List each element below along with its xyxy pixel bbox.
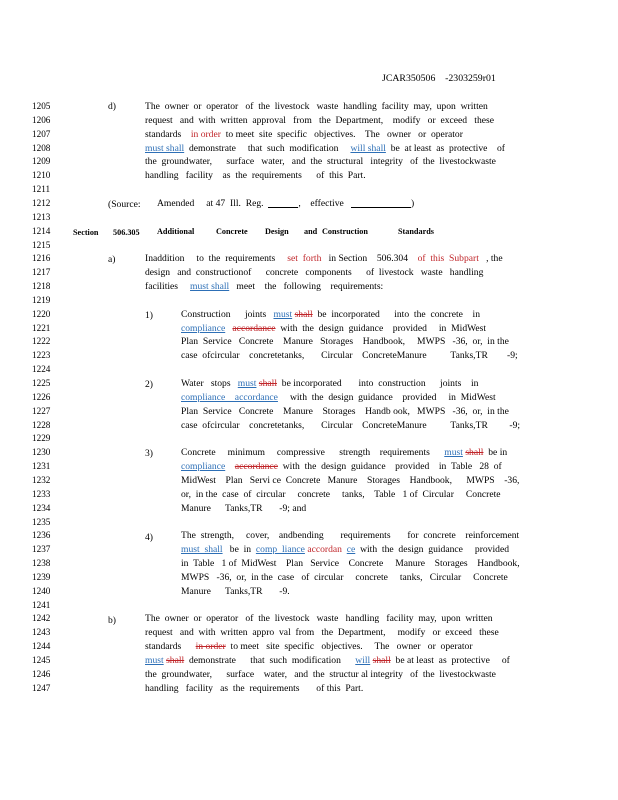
text-run: Concrete minimum compressive strength requirements (181, 447, 445, 459)
label-2: 2) (145, 379, 153, 390)
text-run: be in (222, 544, 256, 556)
text-line (181, 309, 480, 323)
highlighted-text: in order (190, 128, 221, 140)
inserted-text: comp liance (255, 544, 305, 556)
text-run: be at least as protective of (390, 655, 510, 666)
text-line (145, 101, 488, 115)
inserted-text: compliance accordance (181, 391, 278, 403)
label-1: 1) (145, 310, 153, 321)
line-number: 1235 (32, 516, 51, 527)
blank-field (351, 198, 411, 208)
section-heading-word: Design (265, 226, 289, 236)
text-line (145, 156, 496, 170)
inserted-text: must shall (190, 281, 230, 293)
text-line (181, 544, 509, 558)
text-line (145, 281, 383, 295)
text-run: The owner or operator of the livestock waste handling facility may, upon written (145, 613, 493, 625)
text-run: Plan Service Concrete Manure Storages Handb ook, MWPS -36, or, in the (181, 405, 509, 417)
text-line (145, 115, 494, 129)
text-line (181, 336, 509, 350)
text-run: the groundwater, surface water, and the structural integrity of the livestockwaste (145, 156, 496, 168)
label-a: a) (108, 254, 116, 265)
line-number: 1205 (32, 101, 51, 111)
line-number: 1242 (32, 613, 51, 624)
text-line (145, 669, 496, 683)
line-number: 1209 (32, 156, 51, 167)
text-line (145, 627, 499, 641)
line-number: 1246 (32, 668, 51, 679)
text-run: Water stops (181, 378, 238, 389)
deleted-text: in order (195, 641, 226, 653)
text-run: to meet site specific objectives. The owner or operator (220, 128, 463, 140)
text-line (181, 489, 501, 503)
line-number: 1231 (32, 461, 51, 472)
text-run: the groundwater, surface water, and the structur al integrity of the livestockwaste (145, 668, 496, 680)
text-run: The owner or operator of the livestock waste handling facility may, upon written (145, 101, 488, 112)
text-run: be in (483, 447, 508, 459)
deleted-text: shall (166, 655, 185, 666)
text-line (181, 461, 502, 475)
text-run: Manure Tanks,TR -9; and (181, 502, 307, 514)
deleted-text: accordance (232, 322, 276, 334)
text-run: in Table 1 of MidWest Plan Service Concrete Manure Storages Handbook, (181, 558, 520, 570)
text-run: Construction joints (181, 308, 274, 320)
text-run: Plan Service Concrete Manure Storages Handbook, MWPS -36, or, in the (181, 336, 509, 348)
text-line (181, 378, 478, 392)
label-b: b) (108, 615, 116, 626)
highlighted-text: of this Subpart (417, 253, 479, 265)
text-run: demonstrate that such modification (184, 655, 356, 666)
text-run: be incorporated into the concrete in (312, 308, 480, 320)
text-line (181, 420, 520, 434)
section-number: 506.305 (113, 228, 140, 237)
text-line (181, 475, 519, 489)
text-run: with the design guidance provided in MidWest (277, 391, 496, 403)
text-line (181, 406, 509, 420)
text-line (181, 503, 306, 517)
line-number: 1213 (32, 211, 51, 222)
text-line (181, 392, 496, 406)
text-line (145, 129, 463, 143)
text-run: to meet site specific objectives. The owner or operator (225, 641, 473, 653)
inserted-text: must (145, 655, 164, 666)
line-number: 1223 (32, 350, 51, 361)
text-line (145, 143, 505, 157)
text-line (157, 198, 414, 212)
label-4: 4) (145, 532, 153, 543)
deleted-text: shall (258, 378, 277, 389)
line-number: 1241 (32, 599, 51, 610)
text-run: with the design guidance provided (355, 544, 509, 556)
deleted-text: accordance (234, 461, 278, 473)
text-line (145, 641, 473, 655)
text-line (181, 558, 520, 572)
text-run: in Section 506.304 (321, 253, 418, 265)
section-heading-word: Construction (322, 226, 368, 236)
text-run: , the (478, 253, 503, 265)
line-number: 1228 (32, 419, 51, 430)
line-number: 1212 (32, 197, 51, 208)
line-number: 1222 (32, 336, 51, 347)
text-run: meet the following requirements: (229, 281, 384, 293)
line-number: 1218 (32, 281, 51, 292)
line-number: 1220 (32, 308, 51, 319)
line-number: 1210 (32, 170, 51, 181)
text-line (145, 267, 483, 281)
line-number: 1207 (32, 128, 51, 139)
text-run: with the design guidance provided in Table 28 of (277, 461, 502, 473)
inserted-text: must (273, 308, 293, 320)
text-run: or, in the case of circular concrete tanks, Table 1 of Circular Concrete (181, 488, 501, 500)
text-run: Amended at 47 Ill. Reg. (157, 197, 269, 209)
line-number: 1243 (32, 627, 51, 638)
text-line (181, 447, 507, 461)
line-number: 1217 (32, 267, 51, 278)
text-run: with the design guidance provided in MidWest (275, 322, 487, 334)
line-number: 1233 (32, 488, 51, 499)
inserted-text: must (237, 378, 257, 389)
text-run: The strength, cover, andbending requirements for concrete reinforcement (181, 530, 520, 542)
line-number: 1236 (32, 530, 51, 541)
line-number: 1234 (32, 502, 51, 513)
line-number: 1232 (32, 474, 51, 485)
label-3: 3) (145, 448, 153, 459)
section-word: Section (73, 228, 99, 237)
text-run: design and constructionof concrete components of livestock waste handling (145, 267, 484, 279)
text-run: MWPS -36, or, in the case of circular concrete tanks, Circular Concrete (181, 571, 508, 583)
text-line (145, 655, 510, 669)
deleted-text: shall (372, 655, 391, 666)
section-heading-word: Standards (398, 226, 434, 236)
line-number: 1227 (32, 405, 51, 416)
line-number: 1247 (32, 682, 51, 693)
inserted-text: compliance (181, 461, 226, 473)
section-heading-word: Concrete (216, 226, 248, 236)
highlighted-text: set forth (287, 253, 322, 265)
line-number: 1214 (32, 225, 51, 236)
highlighted-text: accordan (307, 544, 342, 556)
deleted-text: shall (465, 447, 484, 459)
line-number: 1240 (32, 585, 51, 596)
text-run: standards (145, 641, 196, 653)
source-label: (Source: (108, 199, 141, 210)
line-number: 1239 (32, 571, 51, 582)
line-number: 1211 (32, 184, 51, 195)
text-line (181, 572, 508, 586)
text-line (145, 613, 493, 627)
text-run: be at least as protective of (385, 142, 505, 154)
inserted-text: must shall (181, 544, 223, 556)
text-run: handling facility as the requirements of this Part. (145, 170, 366, 182)
text-run: Inaddition to the requirements (145, 253, 288, 265)
line-number: 1216 (32, 253, 51, 264)
text-line (181, 530, 519, 544)
text-run: standards (145, 128, 191, 140)
text-run: Manure Tanks,TR -9. (181, 585, 290, 597)
line-number: 1226 (32, 391, 51, 402)
line-number: 1237 (32, 544, 51, 555)
inserted-text: will shall (350, 142, 386, 154)
inserted-text: must shall (145, 142, 185, 154)
line-number: 1215 (32, 239, 51, 250)
text-run: ) (410, 197, 415, 209)
line-number: 1229 (32, 433, 51, 444)
text-run: case ofcircular concretetanks, Circular ConcreteManure Tanks,TR -9; (181, 350, 518, 362)
text-run: request and with written approval from the Department, modify or exceed these (145, 114, 495, 126)
text-line (145, 170, 366, 184)
text-run: facilities (145, 281, 191, 293)
label-d: d) (108, 101, 116, 112)
text-run: , effective (298, 197, 351, 209)
text-run: request and with written appro val from the Department, modify or exceed these (145, 627, 499, 639)
text-run: be incorporated into construction joints in (276, 378, 479, 389)
text-line (181, 586, 290, 600)
line-number: 1208 (32, 142, 51, 153)
line-number: 1230 (32, 447, 51, 458)
section-heading-word: Additional (157, 226, 195, 236)
line-number: 1221 (32, 322, 51, 333)
text-line (181, 323, 486, 337)
deleted-text: shall (294, 308, 313, 320)
document-header: JCAR350506 -2303259r01 (382, 73, 496, 84)
line-number: 1219 (32, 294, 51, 305)
line-number: 1238 (32, 558, 51, 569)
line-number: 1245 (32, 655, 51, 665)
text-run (225, 461, 235, 472)
inserted-text: will (355, 655, 371, 666)
text-run: handling facility as the requirements of this Part. (145, 682, 364, 694)
text-line (145, 683, 363, 697)
text-run: demonstrate that such modification (184, 142, 351, 154)
text-line (181, 350, 518, 364)
inserted-text: ce (346, 544, 356, 556)
section-heading-word: and (304, 226, 318, 236)
line-number: 1225 (32, 378, 51, 388)
text-run: MidWest Plan Servi ce Concrete Manure Storages Handbook, MWPS -36, (181, 474, 520, 486)
text-line (145, 253, 503, 267)
text-run: case ofcircular concretetanks, Circular ConcreteManure Tanks,TR -9; (181, 419, 521, 431)
line-number: 1206 (32, 114, 51, 125)
line-number: 1224 (32, 364, 51, 375)
inserted-text: compliance (181, 322, 226, 334)
blank-field (268, 198, 298, 208)
line-number: 1244 (32, 641, 51, 652)
inserted-text: must (444, 447, 463, 459)
